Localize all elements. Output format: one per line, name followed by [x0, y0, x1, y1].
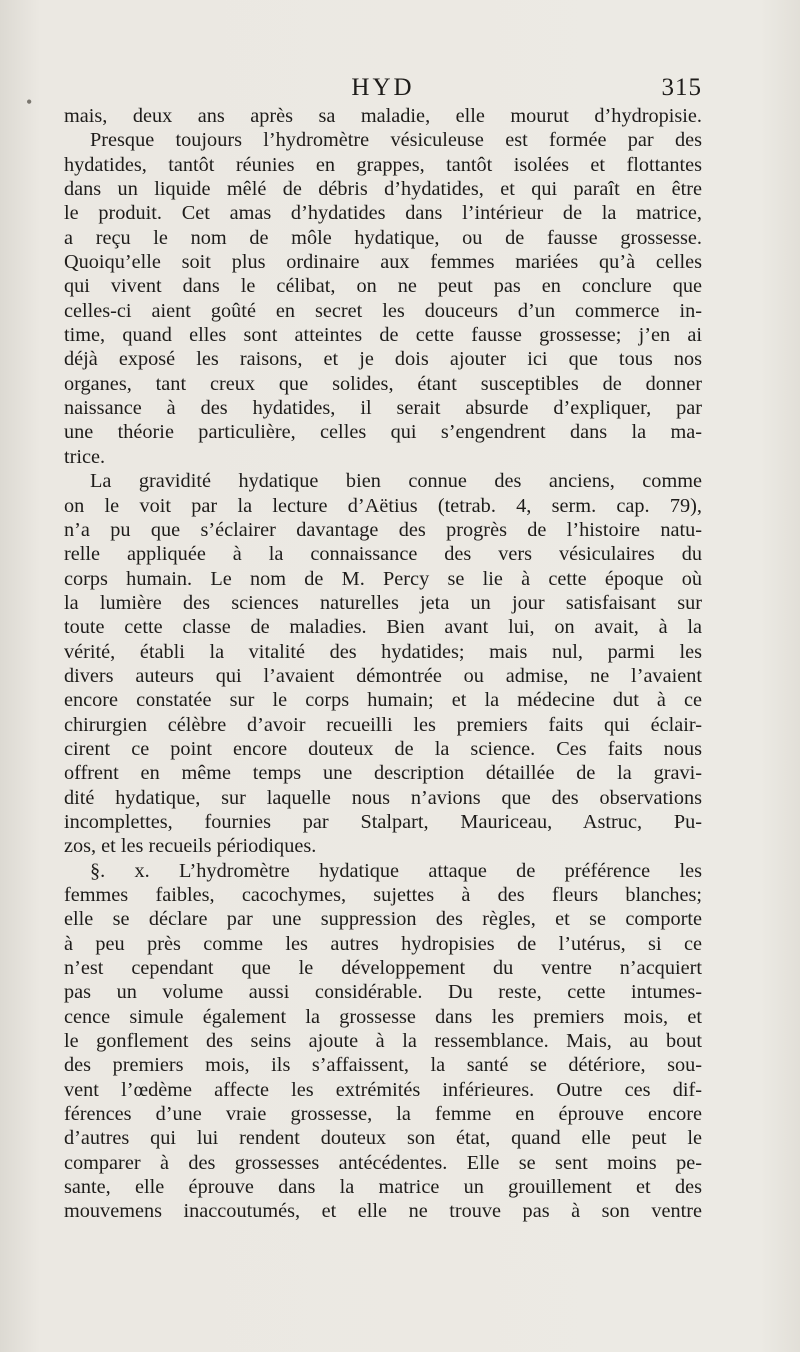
text-line: comparer à des grossesses antécédentes. Elle se sent moins pe- — [64, 1151, 702, 1174]
text-line: mais, deux ans après sa maladie, elle mourut d’hydropisie. — [64, 105, 702, 127]
text-line: une théorie particulière, celles qui s’engendrent dans la ma- — [64, 421, 702, 444]
text-line: corps humain. Le nom de M. Percy se lie à cette époque où — [64, 567, 702, 590]
text-line: Quoiqu’elle soit plus ordinaire aux femmes mariées qu’à celles — [64, 251, 702, 274]
text-line: férences d’une vraie grossesse, la femme en éprouve encore — [64, 1103, 702, 1126]
text-line: vérité, établi la vitalité des hydatides; mais nul, parmi les — [64, 640, 702, 663]
text-line: La gravidité hydatique bien connue des anciens, comme — [90, 470, 702, 493]
text-line: celles-ci aient goûté en secret les douceurs d’un commerce in- — [64, 299, 702, 322]
text-line: le gonflement des seins ajoute à la ressemblance. Mais, au bout — [64, 1030, 702, 1053]
text-line: n’est cependant que le développement du ventre n’acquiert — [64, 957, 702, 980]
text-line: sante, elle éprouve dans la matrice un grouillement et des — [64, 1176, 702, 1199]
text-line: d’autres qui lui rendent douteux son état, quand elle peut le — [64, 1127, 702, 1150]
text-line: à peu près comme les autres hydropisies de l’utérus, si ce — [64, 932, 702, 955]
text-line: mouvemens inaccoutumés, et elle ne trouve pas à son ventre — [64, 1200, 702, 1223]
text-line: a reçu le nom de môle hydatique, ou de fausse grossesse. — [64, 226, 702, 249]
text-line: incomplettes, fournies par Stalpart, Mauriceau, Astruc, Pu- — [64, 810, 702, 833]
text-line: la lumière des sciences naturelles jeta un jour satisfaisant sur — [64, 591, 702, 614]
text-line: qui vivent dans le célibat, on ne peut pas en conclure que — [64, 275, 702, 298]
text-line: le produit. Cet amas d’hydatides dans l’intérieur de la matrice, — [64, 202, 702, 225]
text-line: elle se déclare par une suppression des règles, et se comporte — [64, 908, 702, 931]
text-line: dité hydatique, sur laquelle nous n’avions que des observations — [64, 786, 702, 809]
text-line: dans un liquide mêlé de débris d’hydatides, et qui paraît en être — [64, 178, 702, 201]
text-line: time, quand elles sont atteintes de cette fausse grossesse; j’en ai — [64, 324, 702, 347]
text-line: encore constatée sur le corps humain; et la médecine dut à ce — [64, 689, 702, 712]
text-line: zos, et les recueils périodiques. — [64, 835, 317, 858]
text-line: toute cette classe de maladies. Bien avant lui, on avait, à la — [64, 616, 702, 639]
text-line: trice. — [64, 445, 106, 468]
text-line: divers auteurs qui l’avaient démontrée ou admise, ne l’avaient — [64, 664, 702, 687]
body-text — [64, 104, 702, 1224]
stray-dot: • — [26, 92, 33, 112]
text-line: hydatides, tantôt réunies en grappes, tantôt isolées et flottantes — [64, 153, 702, 176]
text-line: pas un volume aussi considérable. Du reste, cette intumes- — [64, 981, 702, 1004]
text-line: Presque toujours l’hydromètre vésiculeuse est formée par des — [90, 129, 702, 152]
page-number: 315 — [661, 74, 702, 101]
text-line: déjà exposé les raisons, et je dois ajouter ici que tous nos — [64, 348, 702, 371]
text-line: des premiers mois, ils s’affaissent, la santé se détériore, sou- — [64, 1054, 702, 1077]
text-line: cirent ce point encore douteux de la science. Ces faits nous — [64, 737, 702, 760]
text-line: relle appliquée à la connaissance des vers vésiculaires du — [64, 543, 702, 566]
text-line: vent l’œdème affecte les extrémités inférieures. Outre ces dif- — [64, 1078, 702, 1101]
text-line: organes, tant creux que solides, étant susceptibles de donner — [64, 372, 702, 395]
running-head: HYD — [351, 74, 415, 101]
text-line: §. x. L’hydromètre hydatique attaque de préférence les — [90, 859, 702, 882]
text-line: chirurgien célèbre d’avoir recueilli les premiers faits qui éclair- — [64, 713, 702, 736]
text-line: on le voit par la lecture d’Aëtius (tetrab. 4, serm. cap. 79), — [64, 494, 702, 517]
page-header — [64, 74, 702, 106]
text-line: n’a pu que s’éclairer davantage des progrès de l’histoire natu- — [64, 518, 702, 541]
text-line: naissance à des hydatides, il serait absurde d’expliquer, par — [64, 397, 702, 420]
text-line: cence simule également la grossesse dans les premiers mois, et — [64, 1005, 702, 1028]
text-line: offrent en même temps une description détaillée de la gravi- — [64, 762, 702, 785]
text-line: femmes faibles, cacochymes, sujettes à des fleurs blanches; — [64, 884, 702, 906]
